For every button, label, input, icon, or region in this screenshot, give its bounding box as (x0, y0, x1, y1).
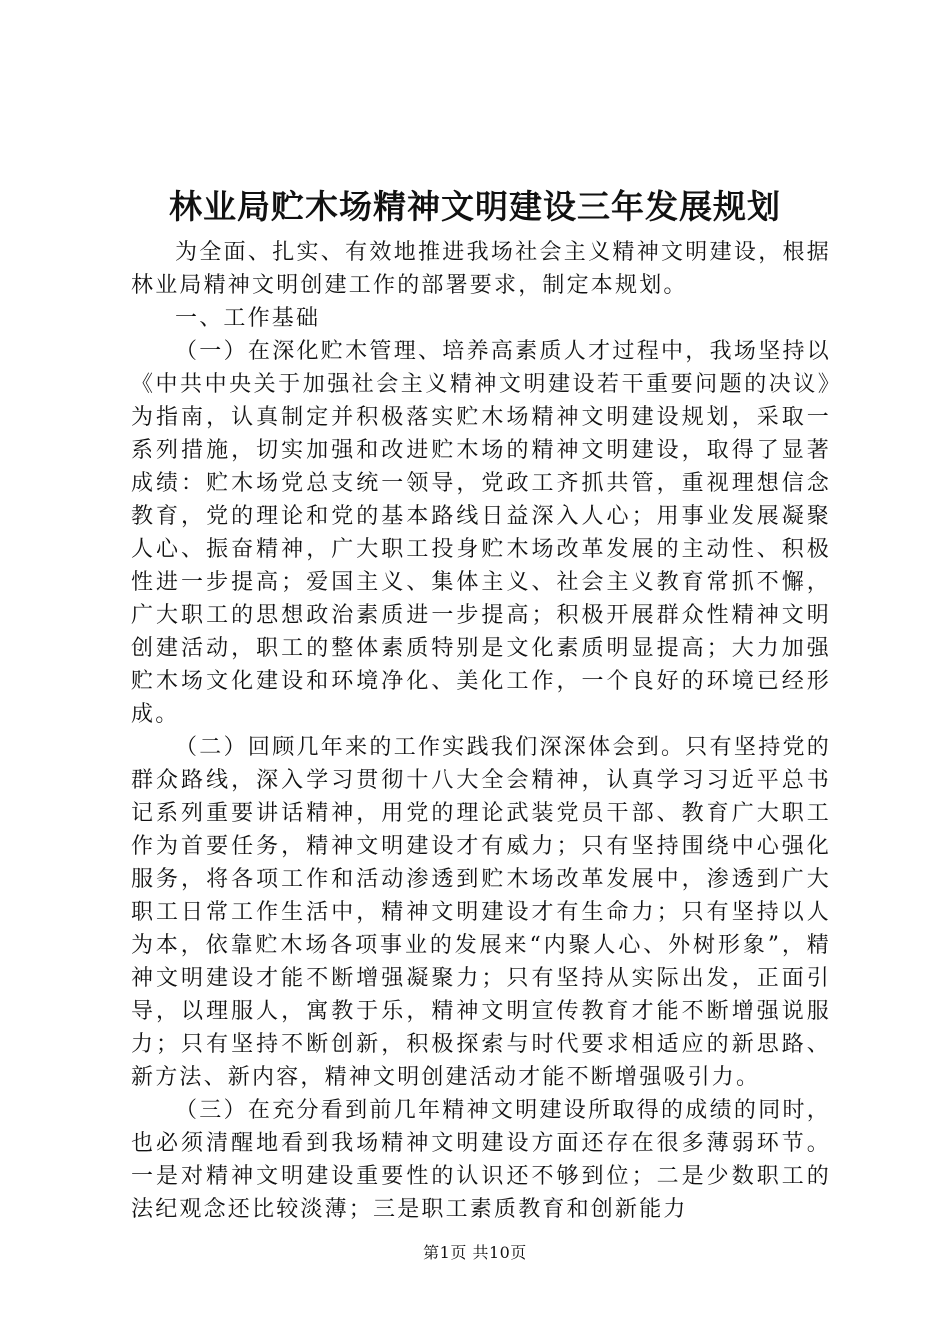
page-number-footer: 第1页 共10页 (423, 1243, 527, 1262)
document-title: 林业局贮木场精神文明建设三年发展规划 (169, 187, 781, 226)
section-heading-work-basis: 一、工作基础 (175, 306, 321, 331)
document-body (131, 236, 831, 1226)
body-paragraph-1: （一）在深化贮木管理、培养高素质人才过程中，我场坚持以《中共中央关于加强社会主义精神文明建设若干重要问题的决议》为指南，认真制定并积极落实贮木场精神文明建设规划，采取一系列措施，切实加强和改进贮木场的精神文明建设，取得了显著成绩：贮木场党总支统一领导，党政工齐抓共管，重视理想信念教育，党的理论和党的基本路线日益深入人心；用事业发展凝聚人心、振奋精神，广大职工投身贮木场改革发展的主动性、积极性进一步提高；爱国主义、集体主义、社会主义教育常抓不懈，广大职工的思想政治素质进一步提高；积极开展群众性精神文明创建活动，职工的整体素质特别是文化素质明显提高；大力加强贮木场文化建设和环境净化、美化工作，一个良好的环境已经形成。 (131, 339, 831, 727)
intro-paragraph: 为全面、扎实、有效地推进我场社会主义精神文明建设，根据林业局精神文明创建工作的部署要求，制定本规划。 (131, 240, 831, 298)
body-paragraph-3: （三）在充分看到前几年精神文明建设所取得的成绩的同时，也必须清醒地看到我场精神文明建设方面还存在很多薄弱环节。一是对精神文明建设重要性的认识还不够到位；二是少数职工的法纪观念还比较淡薄；三是职工素质教育和创新能力 (131, 1098, 831, 1222)
body-paragraph-2: （二）回顾几年来的工作实践我们深深体会到。只有坚持党的群众路线，深入学习贯彻十八大全会精神，认真学习习近平总书记系列重要讲话精神，用党的理论武装党员干部、教育广大职工作为首要任务，精神文明建设才有威力；只有坚持围绕中心强化服务，将各项工作和活动渗透到贮木场改革发展中，渗透到广大职工日常工作生活中，精神文明建设才有生命力；只有坚持以人为本，依靠贮木场各项事业的发展来“内聚人心、外树形象”，精神文明建设才能不断增强凝聚力；只有坚持从实际出发，正面引导，以理服人，寓教于乐，精神文明宣传教育才能不断增强说服力；只有坚持不断创新，积极探索与时代要求相适应的新思路、新方法、新内容，精神文明创建活动才能不断增强吸引力。 (131, 735, 831, 1090)
